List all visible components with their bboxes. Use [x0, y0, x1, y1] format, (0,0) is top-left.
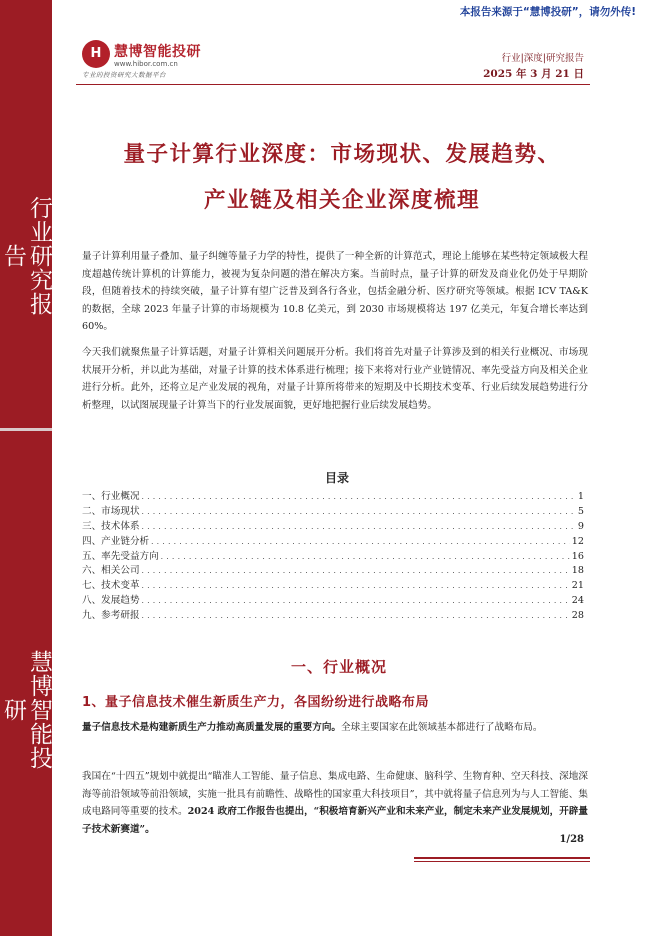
toc-item-page: 24: [571, 595, 584, 607]
toc-title: [0, 469, 662, 486]
section-heading: [0, 656, 662, 677]
logo-icon: H: [82, 40, 110, 68]
logo-url: www.hibor.com.cn: [114, 60, 178, 68]
toc-leader: [142, 490, 576, 505]
header-divider: [76, 84, 590, 85]
section-paragraph-2-emphasis: 2024 政府工作报告也提出，“积极培育新兴产业和未来产业，制定未来产业发展规划，开辟量子技术新赛道”。: [82, 806, 588, 835]
toc-item[interactable]: [82, 594, 584, 609]
toc-leader: [142, 594, 570, 609]
toc-item-page: 5: [577, 505, 584, 517]
toc-leader: [142, 505, 576, 520]
sidebar: [0, 0, 52, 936]
toc-item-label: 八、发展趋势: [82, 595, 140, 607]
section-paragraph-2-body: 我国在“十四五”规划中就提出“瞄准人工智能、量子信息、集成电路、生命健康、脑科学、生物育种、空天科技、深地深海等前沿领域等前沿领域，实施一批具有前瞻性、战略性的国家重大科技项目”，其中就将量子信息列为与人工智能、集成电路同等重要的技术。: [82, 771, 588, 818]
source-notice: 本报告来源于“慧博投研”，请勿外传!: [459, 6, 636, 18]
toc-item[interactable]: [82, 520, 584, 535]
sidebar-label-brand: 慧博智能投研: [0, 650, 52, 770]
toc-leader: [142, 609, 570, 624]
toc-item-label: 九、参考研报: [82, 610, 140, 622]
toc-leader: [142, 564, 570, 579]
toc-leader: [161, 550, 570, 565]
toc-item-label: 四、产业链分析: [82, 535, 150, 547]
toc-leader: [142, 520, 576, 535]
toc-title-text: 目录: [324, 471, 349, 485]
brand-logo: [82, 40, 242, 80]
section-paragraph-1-body: 全球主要国家在此领域基本都进行了战略布局。: [341, 722, 543, 733]
toc-item-page: 16: [571, 550, 584, 562]
toc-item[interactable]: [82, 579, 584, 594]
toc-leader: [151, 535, 570, 550]
report-title: [62, 132, 622, 224]
toc-item-label: 七、技术变革: [82, 580, 140, 592]
page-number: 1/28: [559, 834, 584, 845]
toc-item[interactable]: [82, 535, 584, 550]
report-date: 2025 年 3 月 21 日: [483, 68, 584, 80]
toc-item-label: 三、技术体系: [82, 520, 140, 532]
intro-paragraph-2: 今天我们就聚焦量子计算话题，对量子计算相关问题展开分析。我们将首先对量子计算涉及到的相关行业概况、市场现状展开分析，并以此为基础，对量子计算的技术体系进行梳理；接下来将对行业产业链情况、率先受益方向及相关企业进行分析。此外，还将立足产业发展的视角，对量子计算所将带来的短期及中长期技术变革、行业后续发展趋势进行分析整理，以试图展现量子计算当下的行业发展面貌，更好地把握行业后续发展趋势。: [82, 347, 588, 411]
toc-item-label: 二、市场现状: [82, 505, 140, 517]
toc-item-page: 1: [577, 491, 584, 502]
footer-divider: [414, 857, 590, 859]
toc-item-page: 18: [571, 565, 584, 577]
toc-item-label: 一、行业概况: [82, 491, 140, 502]
report-category: 行业|深度|研究报告: [501, 53, 584, 64]
toc-item-page: 28: [571, 610, 584, 622]
toc-item[interactable]: [82, 609, 584, 624]
table-of-contents: [82, 490, 584, 624]
toc-item-page: 9: [577, 520, 584, 532]
toc-item-page: 12: [571, 535, 584, 547]
sidebar-label-report-type: 行业研究报告: [0, 196, 52, 316]
logo-slogan: 专业的投资研究大数据平台: [82, 71, 166, 79]
toc-item[interactable]: [82, 490, 584, 505]
section-paragraph-1-lead: 量子信息技术是构建新质生产力推动高质量发展的重要方向。: [82, 722, 342, 733]
section-paragraph-2: [82, 768, 588, 838]
toc-item-page: 21: [571, 580, 584, 592]
toc-item[interactable]: [82, 505, 584, 520]
toc-item-label: 六、相关公司: [82, 565, 140, 577]
footer-divider-thin: [414, 861, 590, 862]
intro-paragraph-1: 量子计算利用量子叠加、量子纠缠等量子力学的特性，提供了一种全新的计算范式，理论上能够在某些特定领域极大程度超越传统计算机的计算能力，被视为复杂问题的潜在解决方案。当前时点，量子计算的研发及商业化仍处于早期阶段，但随着技术的持续突破，量子计算有望广泛普及到各行各业，包括金融分析、医疗研究等领域。根据 ICV TA&K 的数据，全球 2023 年量子计算的市场规模为 10.8 亿美元，到 2030 市场规模将达 197 亿美元，年复合增长率达到 60%。: [82, 251, 588, 333]
report-title-line-1: 量子计算行业深度：市场现状、发展趋势、: [123, 142, 561, 167]
report-title-line-2: 产业链及相关企业深度梳理: [203, 188, 480, 213]
toc-leader: [142, 579, 570, 594]
subsection-heading: 1、量子信息技术催生新质生产力，各国纷纷进行战略布局: [82, 695, 430, 710]
section-heading-text: 一、行业概况: [290, 658, 387, 676]
toc-item[interactable]: [82, 564, 584, 579]
logo-name: 慧博智能投研: [114, 44, 201, 60]
sidebar-divider: [0, 428, 52, 431]
toc-item-label: 五、率先受益方向: [82, 550, 159, 562]
section-paragraph-1: [82, 719, 588, 737]
toc-item[interactable]: [82, 550, 584, 565]
